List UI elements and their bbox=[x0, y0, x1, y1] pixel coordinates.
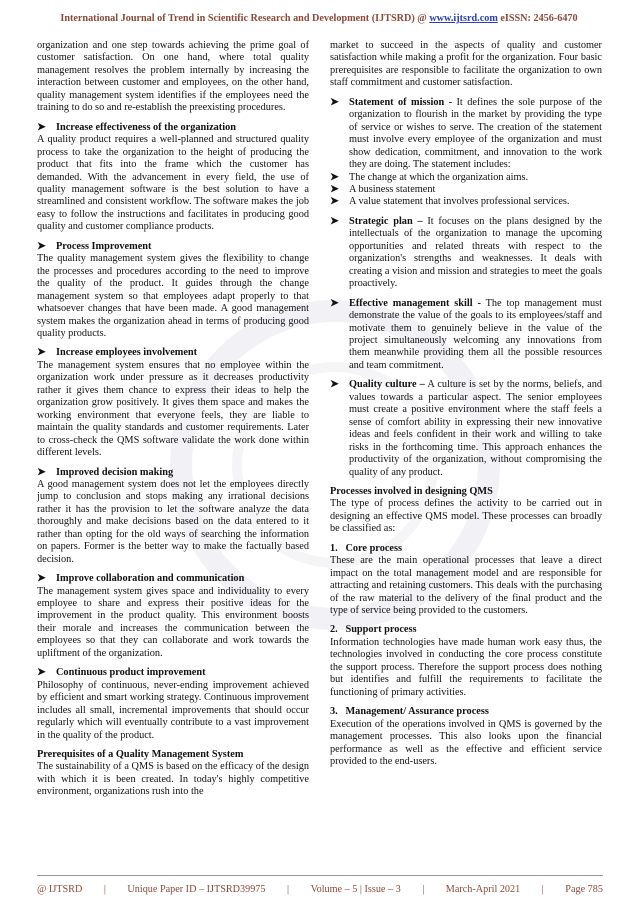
section-heading-decision-making: ➤ Improved decision making bbox=[37, 466, 174, 478]
section-heading-employee-involvement: ➤ Increase employees involvement bbox=[37, 347, 198, 359]
arrow-bullet-icon: ➤ bbox=[330, 196, 339, 208]
section-body-employee-involvement: The management system ensures that no employee within the organization work under pressure as it decreases productivity rather it gives them chance to express their ideas to help the organization grow positively. It gives them space and makes the working environment that everyone feels, they are liable to maintain the quality standards and customer requirements. Later to cross-check the QMS software validate the work done within different levels. bbox=[37, 359, 309, 459]
section-body-decision-making: A good management system does not let the employees directly jump to conclusion and stops making any irrational decisions rather it has the provision to let the software analyze the data thoroughly and make decisions based on the data entered to it rather than opting for the old ways of searching the information on papers. Former is the better way to make the factually based decision. bbox=[37, 478, 309, 565]
footer-rule bbox=[37, 875, 603, 876]
left-intro-paragraph: organization and one step towards achieving the prime goal of customer satisfaction. On one hand, where total quality management resolves the problem internally by increasing the interaction between customer and employees, on the other hand, quality management system identifies if the employees need the training to do so and re-establish the preexisting procedures. bbox=[37, 40, 309, 114]
journal-url-link[interactable]: www.ijtsrd.com bbox=[429, 13, 498, 24]
section-heading-process-improvement: ➤ Process Improvement bbox=[37, 240, 152, 252]
section-heading-continuous-improvement: ➤ Continuous product improvement bbox=[37, 667, 206, 679]
left-column bbox=[37, 40, 309, 799]
footer-sep: | bbox=[422, 884, 425, 895]
bullet-quality-culture: ➤ Quality culture – A culture is set by the norms, beliefs, and values towards a particular aspect. The senior employees must create a positive environment where the staff feels a sense of comfort ability in expressing their new innovative ideas and feels confident in their work and willing to take risks in the forthcoming time. This approach enhances the productivity of the organization, without compromising the quality of any product. bbox=[330, 379, 602, 478]
arrow-bullet-icon: ➤ bbox=[37, 573, 46, 585]
numbered-heading-management-process: 3. Management/ Assurance process bbox=[330, 706, 489, 718]
arrow-bullet-icon: ➤ bbox=[330, 96, 339, 108]
arrow-bullet-icon: ➤ bbox=[37, 667, 46, 679]
section-heading-prerequisites: Prerequisites of a Quality Management System bbox=[37, 749, 244, 761]
arrow-bullet-icon: ➤ bbox=[330, 297, 339, 309]
footer-ijtsrd: @ IJTSRD bbox=[37, 884, 83, 895]
section-body-continuous-improvement: Philosophy of continuous, never-ending improvement achieved by efficient and smart working strategy. Continuous improvement includes all small, incremental improvements that should occur regularly which will eventually contribute to a vast improvement in the quality of the product. bbox=[37, 679, 309, 741]
bullet-strategic-plan: ➤ Strategic plan – It focuses on the plans designed by the intellectuals of the organization to manage the upcoming opportunities and related threats with respect to the organization's strengths and weaknesses. It deals with creating a vision and mission and strategies to meet the goals proactively. bbox=[330, 215, 603, 290]
bullet-mission-item-3: ➤ A value statement that involves professional services. bbox=[330, 196, 570, 208]
numbered-heading-support-process: 2. Support process bbox=[330, 624, 417, 636]
journal-header-prefix: International Journal of Trend in Scientific Research and Development (IJTSRD) @ bbox=[60, 13, 430, 24]
arrow-bullet-icon: ➤ bbox=[330, 379, 339, 391]
numbered-body-support-process: Information technologies have made human work easy thus, the technologies involved in conducting the core process constitute the support process. Therefore the support process does nothing but identifies and fulfill the requirements to facilitate the functioning of primary activities. bbox=[330, 636, 602, 698]
footer-page-number: Page 785 bbox=[565, 884, 603, 895]
journal-issn: eISSN: 2456-6470 bbox=[497, 13, 578, 24]
section-heading-effectiveness: ➤ Increase effectiveness of the organization bbox=[37, 121, 236, 133]
section-body-collaboration: The management system gives space and individuality to every employee to share and express their positive ideas for the improvement in the product quality. This environment boosts their morale and increases the communication between the employees so that they can collaborate and work towards the upliftment of the organization. bbox=[37, 585, 309, 659]
arrow-bullet-icon: ➤ bbox=[37, 466, 46, 478]
page-footer bbox=[37, 884, 603, 895]
bullet-effective-management-skill: ➤ Effective management skill - The top management must demonstrate the value of the goals to its employees/staff and motivate them to genuinely believe in the value of the project simultaneously welcoming any innovations from them meanwhile providing them all the possible resources and team commitment. bbox=[330, 297, 602, 371]
section-body-effectiveness: A quality product requires a well-planned and structured quality process to take the organization to the height of producing the product that fits into the frame which the customer has demanded. With the advancement in every field, the use of quality management software is the best solution to have a streamlined and consistent workflow. The software makes the job easy to follow the instructions and facilitates in producing good quality and customer compliance products. bbox=[37, 134, 309, 233]
journal-header bbox=[0, 13, 638, 24]
bullet-mission-item-1: ➤ The change at which the organization aims. bbox=[330, 171, 529, 183]
footer-date: March-April 2021 bbox=[445, 884, 521, 895]
section-heading-processes: Processes involved in designing QMS bbox=[330, 485, 493, 497]
section-body-processes: The type of process defines the activity to be carried out in designing an effective QMS model. These processes can broadly be classified as: bbox=[330, 498, 602, 535]
footer-sep: | bbox=[103, 884, 106, 895]
bullet-statement-of-mission: ➤ Statement of mission - It defines the sole purpose of the organization to flourish in the market by providing the type of service or wishes to serve. The creation of the statement must involve every employee of the organization and must show dedication, commitment, and innovation to the work they are doing. The statement includes: bbox=[330, 96, 602, 171]
bullet-mission-item-2: ➤ A business statement bbox=[330, 183, 436, 195]
arrow-bullet-icon: ➤ bbox=[330, 183, 339, 195]
footer-sep: | bbox=[287, 884, 290, 895]
arrow-bullet-icon: ➤ bbox=[37, 347, 46, 359]
arrow-bullet-icon: ➤ bbox=[37, 240, 46, 252]
right-column bbox=[330, 40, 602, 768]
arrow-bullet-icon: ➤ bbox=[37, 121, 46, 133]
arrow-bullet-icon: ➤ bbox=[330, 171, 339, 183]
right-intro-paragraph: market to succeed in the aspects of quality and customer satisfaction while making a profit for the organization. Four basic prerequisites are responsible to facilitate the organization to own staff commitment and customer satisfaction. bbox=[330, 40, 602, 89]
numbered-body-core-process: These are the main operational processes that leave a direct impact on the total management model and are responsible for attracting and retaining customers. This deals with the purchasing of the raw material to the delivery of the final product and the type of service being provided to the customers. bbox=[330, 555, 602, 617]
footer-sep: | bbox=[541, 884, 544, 895]
section-body-prerequisites: The sustainability of a QMS is based on the efficacy of the design with which it is been created. In today's highly competitive environment, organizations rush into the bbox=[37, 761, 309, 798]
footer-volume: Volume – 5 | Issue – 3 bbox=[310, 884, 401, 895]
numbered-body-management-process: Execution of the operations involved in QMS is governed by the management processes. This also looks upon the financial performance as well as the effective and efficient service provided to the end-users. bbox=[330, 718, 602, 768]
section-heading-collaboration: ➤ Improve collaboration and communication bbox=[37, 573, 245, 585]
numbered-heading-core-process: 1. Core process bbox=[330, 542, 402, 554]
arrow-bullet-icon: ➤ bbox=[330, 215, 339, 227]
section-body-process-improvement: The quality management system gives the flexibility to change the processes and procedures according to the need to improve the quality of the product. It guides through the change management system so that employees adapt properly to that whatsoever changes that have been made. A good management system makes the organization ahead in terms of producing good quality products. bbox=[37, 253, 309, 339]
footer-paper-id: Unique Paper ID – IJTSRD39975 bbox=[127, 884, 266, 895]
